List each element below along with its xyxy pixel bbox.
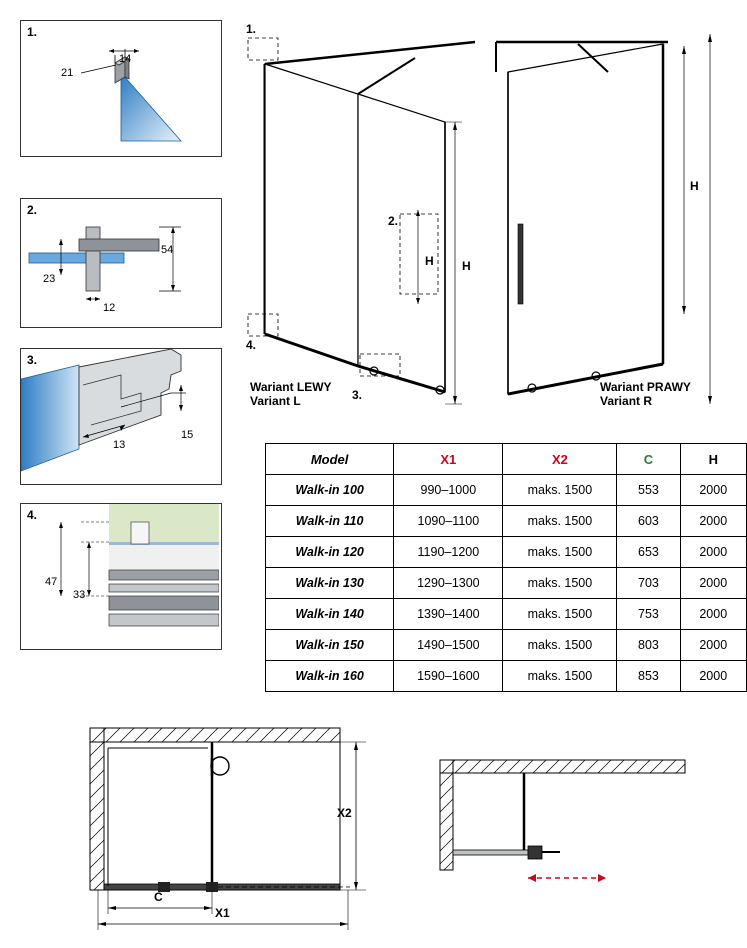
detail-1-dim-21: 21 (61, 67, 74, 79)
side-view (420, 750, 720, 910)
cell-c: 653 (617, 537, 680, 568)
cell-c: 853 (617, 661, 680, 692)
cell-model: Walk-in 160 (266, 661, 394, 692)
cell-h: 2000 (680, 661, 746, 692)
cell-x1: 1390–1400 (394, 599, 503, 630)
header-x2: X2 (503, 444, 617, 475)
table-row (266, 661, 747, 692)
cell-x2: maks. 1500 (503, 475, 617, 506)
detail-4-number: 4. (27, 508, 38, 522)
cell-h: 2000 (680, 537, 746, 568)
table-row (266, 475, 747, 506)
table-row (266, 537, 747, 568)
cell-x2: maks. 1500 (503, 568, 617, 599)
header-x1: X1 (394, 444, 503, 475)
cell-model: Walk-in 140 (266, 599, 394, 630)
left-callout-2: 2. (388, 214, 399, 228)
table-row (266, 630, 747, 661)
detail-panel-2 (20, 198, 222, 328)
detail-2-dim-12: 12 (103, 302, 116, 314)
cell-x2: maks. 1500 (503, 506, 617, 537)
right-caption (600, 380, 740, 408)
cell-x2: maks. 1500 (503, 630, 617, 661)
detail-3-drawing (21, 349, 219, 482)
detail-2-number: 2. (27, 203, 38, 217)
plan-label-c: C (154, 890, 163, 904)
plan-view (60, 718, 390, 933)
detail-3-number: 3. (27, 353, 38, 367)
cell-x1: 1290–1300 (394, 568, 503, 599)
header-model: Model (266, 444, 394, 475)
detail-3-dim-13: 13 (113, 439, 126, 451)
table-row (266, 506, 747, 537)
plan-label-x2: X2 (337, 806, 352, 820)
cell-x1: 1090–1100 (394, 506, 503, 537)
cell-h: 2000 (680, 506, 746, 537)
cell-model: Walk-in 150 (266, 630, 394, 661)
detail-panel-4 (20, 503, 222, 650)
cell-model: Walk-in 120 (266, 537, 394, 568)
cell-h: 2000 (680, 599, 746, 630)
header-h: H (680, 444, 746, 475)
detail-panel-1 (20, 20, 222, 157)
right-caption-line1: Wariant PRAWY (600, 380, 691, 394)
left-caption-line2: Variant L (250, 394, 301, 408)
left-callout-3: 3. (352, 388, 363, 402)
header-c: C (617, 444, 680, 475)
cell-c: 703 (617, 568, 680, 599)
table-header-row (266, 444, 747, 475)
cell-h: 2000 (680, 475, 746, 506)
cell-c: 603 (617, 506, 680, 537)
cell-h: 2000 (680, 630, 746, 661)
right-height-label: H (690, 179, 699, 193)
left-height-label-outer: H (462, 259, 471, 273)
cell-model: Walk-in 100 (266, 475, 394, 506)
cell-x1: 990–1000 (394, 475, 503, 506)
left-callout-1: 1. (246, 22, 257, 36)
cell-x1: 1190–1200 (394, 537, 503, 568)
left-callout-4: 4. (246, 338, 257, 352)
cell-x2: maks. 1500 (503, 537, 617, 568)
detail-panel-3 (20, 348, 222, 485)
spec-table-wrapper (265, 443, 747, 692)
cell-x2: maks. 1500 (503, 661, 617, 692)
detail-2-drawing (21, 199, 219, 325)
detail-1-dim-14: 14 (119, 53, 132, 65)
detail-2-dim-23: 23 (43, 273, 56, 285)
detail-4-dim-47: 47 (45, 576, 58, 588)
cell-c: 753 (617, 599, 680, 630)
cell-h: 2000 (680, 568, 746, 599)
detail-2-dim-54: 54 (161, 244, 174, 256)
detail-1-drawing (21, 21, 219, 154)
cell-x1: 1490–1500 (394, 630, 503, 661)
table-row (266, 568, 747, 599)
detail-3-dim-15: 15 (181, 429, 194, 441)
detail-1-number: 1. (27, 25, 38, 39)
cell-c: 553 (617, 475, 680, 506)
cell-model: Walk-in 110 (266, 506, 394, 537)
main-view-left (240, 14, 485, 414)
table-row (266, 599, 747, 630)
left-height-label: H (425, 254, 434, 268)
cell-x2: maks. 1500 (503, 599, 617, 630)
main-view-right (488, 14, 733, 414)
detail-4-dim-33: 33 (73, 589, 86, 601)
cell-c: 803 (617, 630, 680, 661)
left-caption (250, 380, 380, 408)
right-caption-line2: Variant R (600, 394, 653, 408)
cell-x1: 1590–1600 (394, 661, 503, 692)
cell-model: Walk-in 130 (266, 568, 394, 599)
plan-label-x1: X1 (215, 906, 230, 920)
spec-table (265, 443, 747, 692)
left-caption-line1: Wariant LEWY (250, 380, 332, 394)
